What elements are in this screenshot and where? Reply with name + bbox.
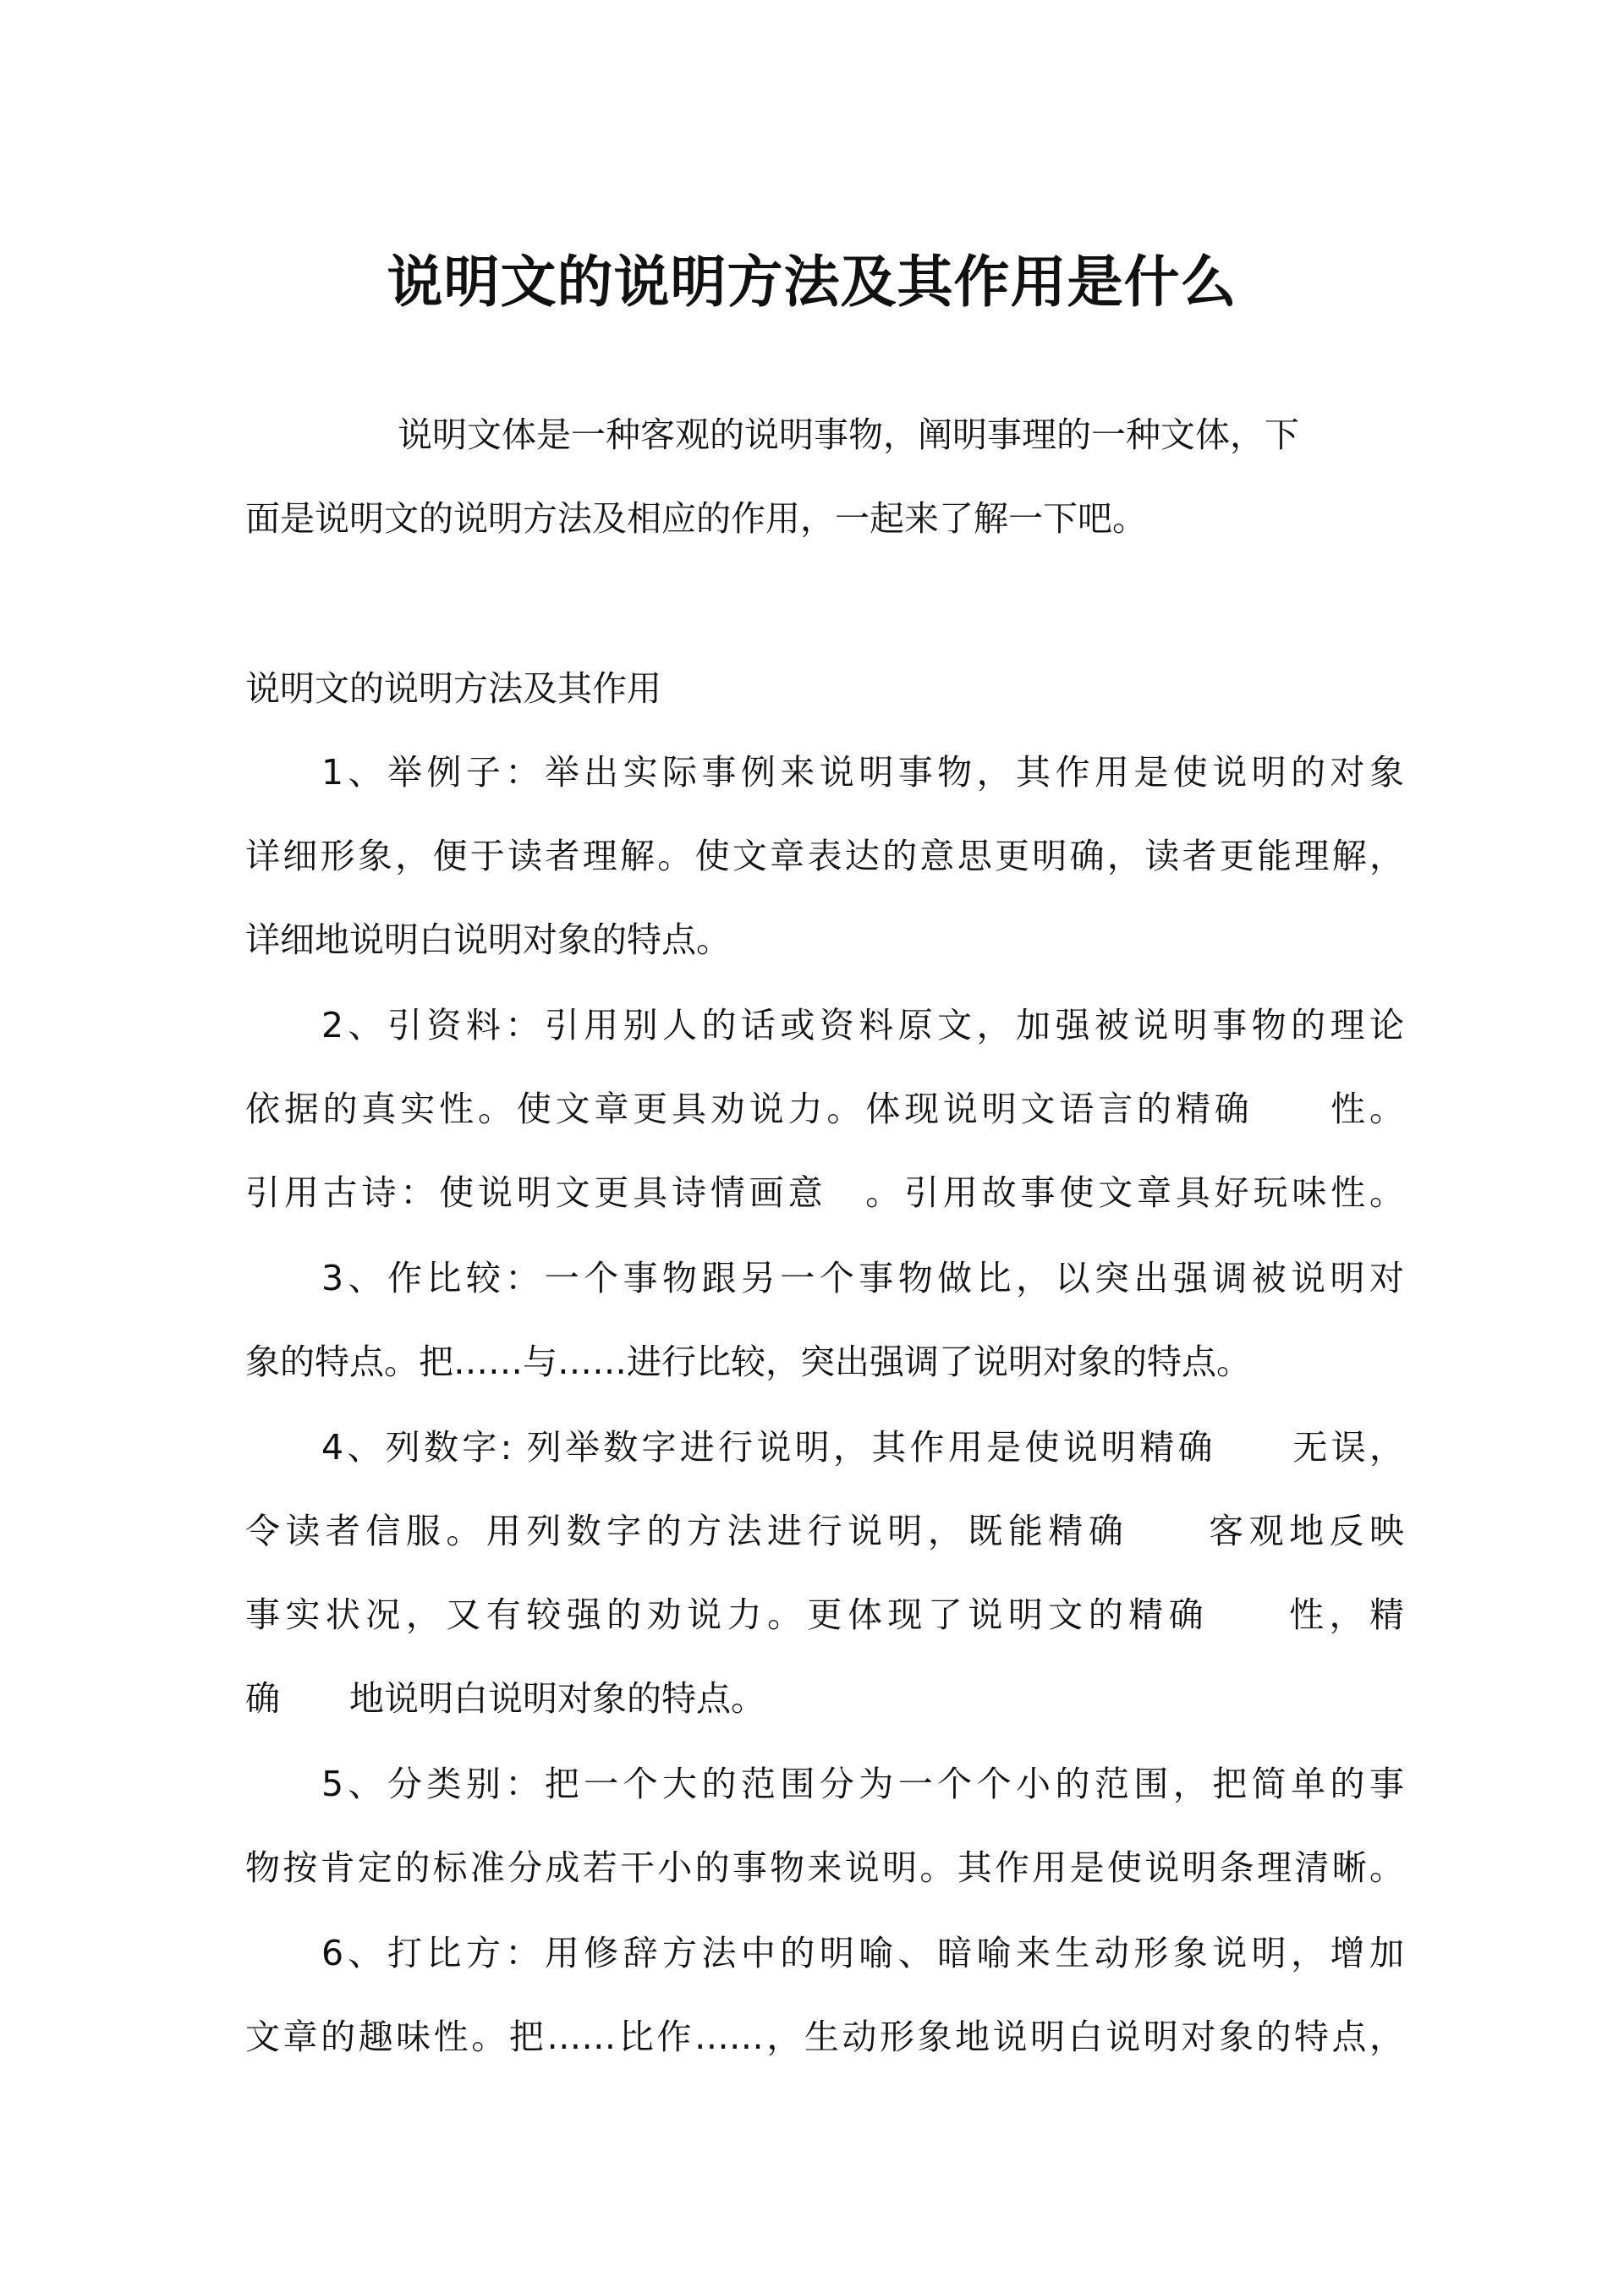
document-title: 说明文的说明方法及其作用是什么 [387,249,1237,315]
item-2-line-3: 引用古诗：使说明文更具诗情画意 。引用故事使文章具好玩味性。 [245,1172,1404,1213]
section-heading: 说明文的说明方法及其作用 [245,668,661,709]
item-5-line-1: 5、分类别：把一个大的范围分为一个个小的范围，把简单的事 [321,1764,1404,1804]
item-2-line-2: 依据的真实性。使文章更具劝说力。体现说明文语言的精确 性。 [245,1089,1404,1129]
item-1-line-2: 详细形象，便于读者理解。使文章表达的意思更明确，读者更能理解， [245,836,1404,876]
item-5-line-2: 物按肯定的标准分成若干小的事物来说明。其作用是使说明条理清晰。 [245,1847,1404,1888]
item-4-line-3: 事实状况，又有较强的劝说力。更体现了说明文的精确 性，精 [245,1594,1404,1635]
intro-line-1: 说明文体是一种客观的说明事物，阐明事理的一种文体，下 [398,414,1299,455]
item-2-line-1: 2、引资料：引用别人的话或资料原文，加强被说明事物的理论 [321,1005,1404,1045]
item-1-line-1: 1、举例子：举出实际事例来说明事物，其作用是使说明的对象 [321,752,1404,793]
item-4-line-1: 4、列数字: 列举数字进行说明，其作用是使说明精确 无误， [321,1427,1404,1468]
item-4-line-2: 令读者信服。用列数字的方法进行说明，既能精确 客观地反映 [245,1511,1404,1551]
item-4-line-4: 确 地说明白说明对象的特点。 [245,1678,765,1719]
intro-line-2: 面是说明文的说明方法及相应的作用，一起来了解一下吧。 [245,498,1147,539]
item-6-line-1: 6、打比方：用修辞方法中的明喻、暗喻来生动形象说明，增加 [321,1933,1404,1973]
item-6-line-2: 文章的趣味性。把……比作……，生动形象地说明白说明对象的特点， [245,2017,1404,2057]
item-1-line-3: 详细地说明白说明对象的特点。 [245,919,731,960]
item-3-line-1: 3、作比较：一个事物跟另一个事物做比，以突出强调被说明对 [321,1258,1404,1298]
item-3-line-2: 象的特点。把……与……进行比较，突出强调了说明对象的特点。 [245,1342,1251,1382]
